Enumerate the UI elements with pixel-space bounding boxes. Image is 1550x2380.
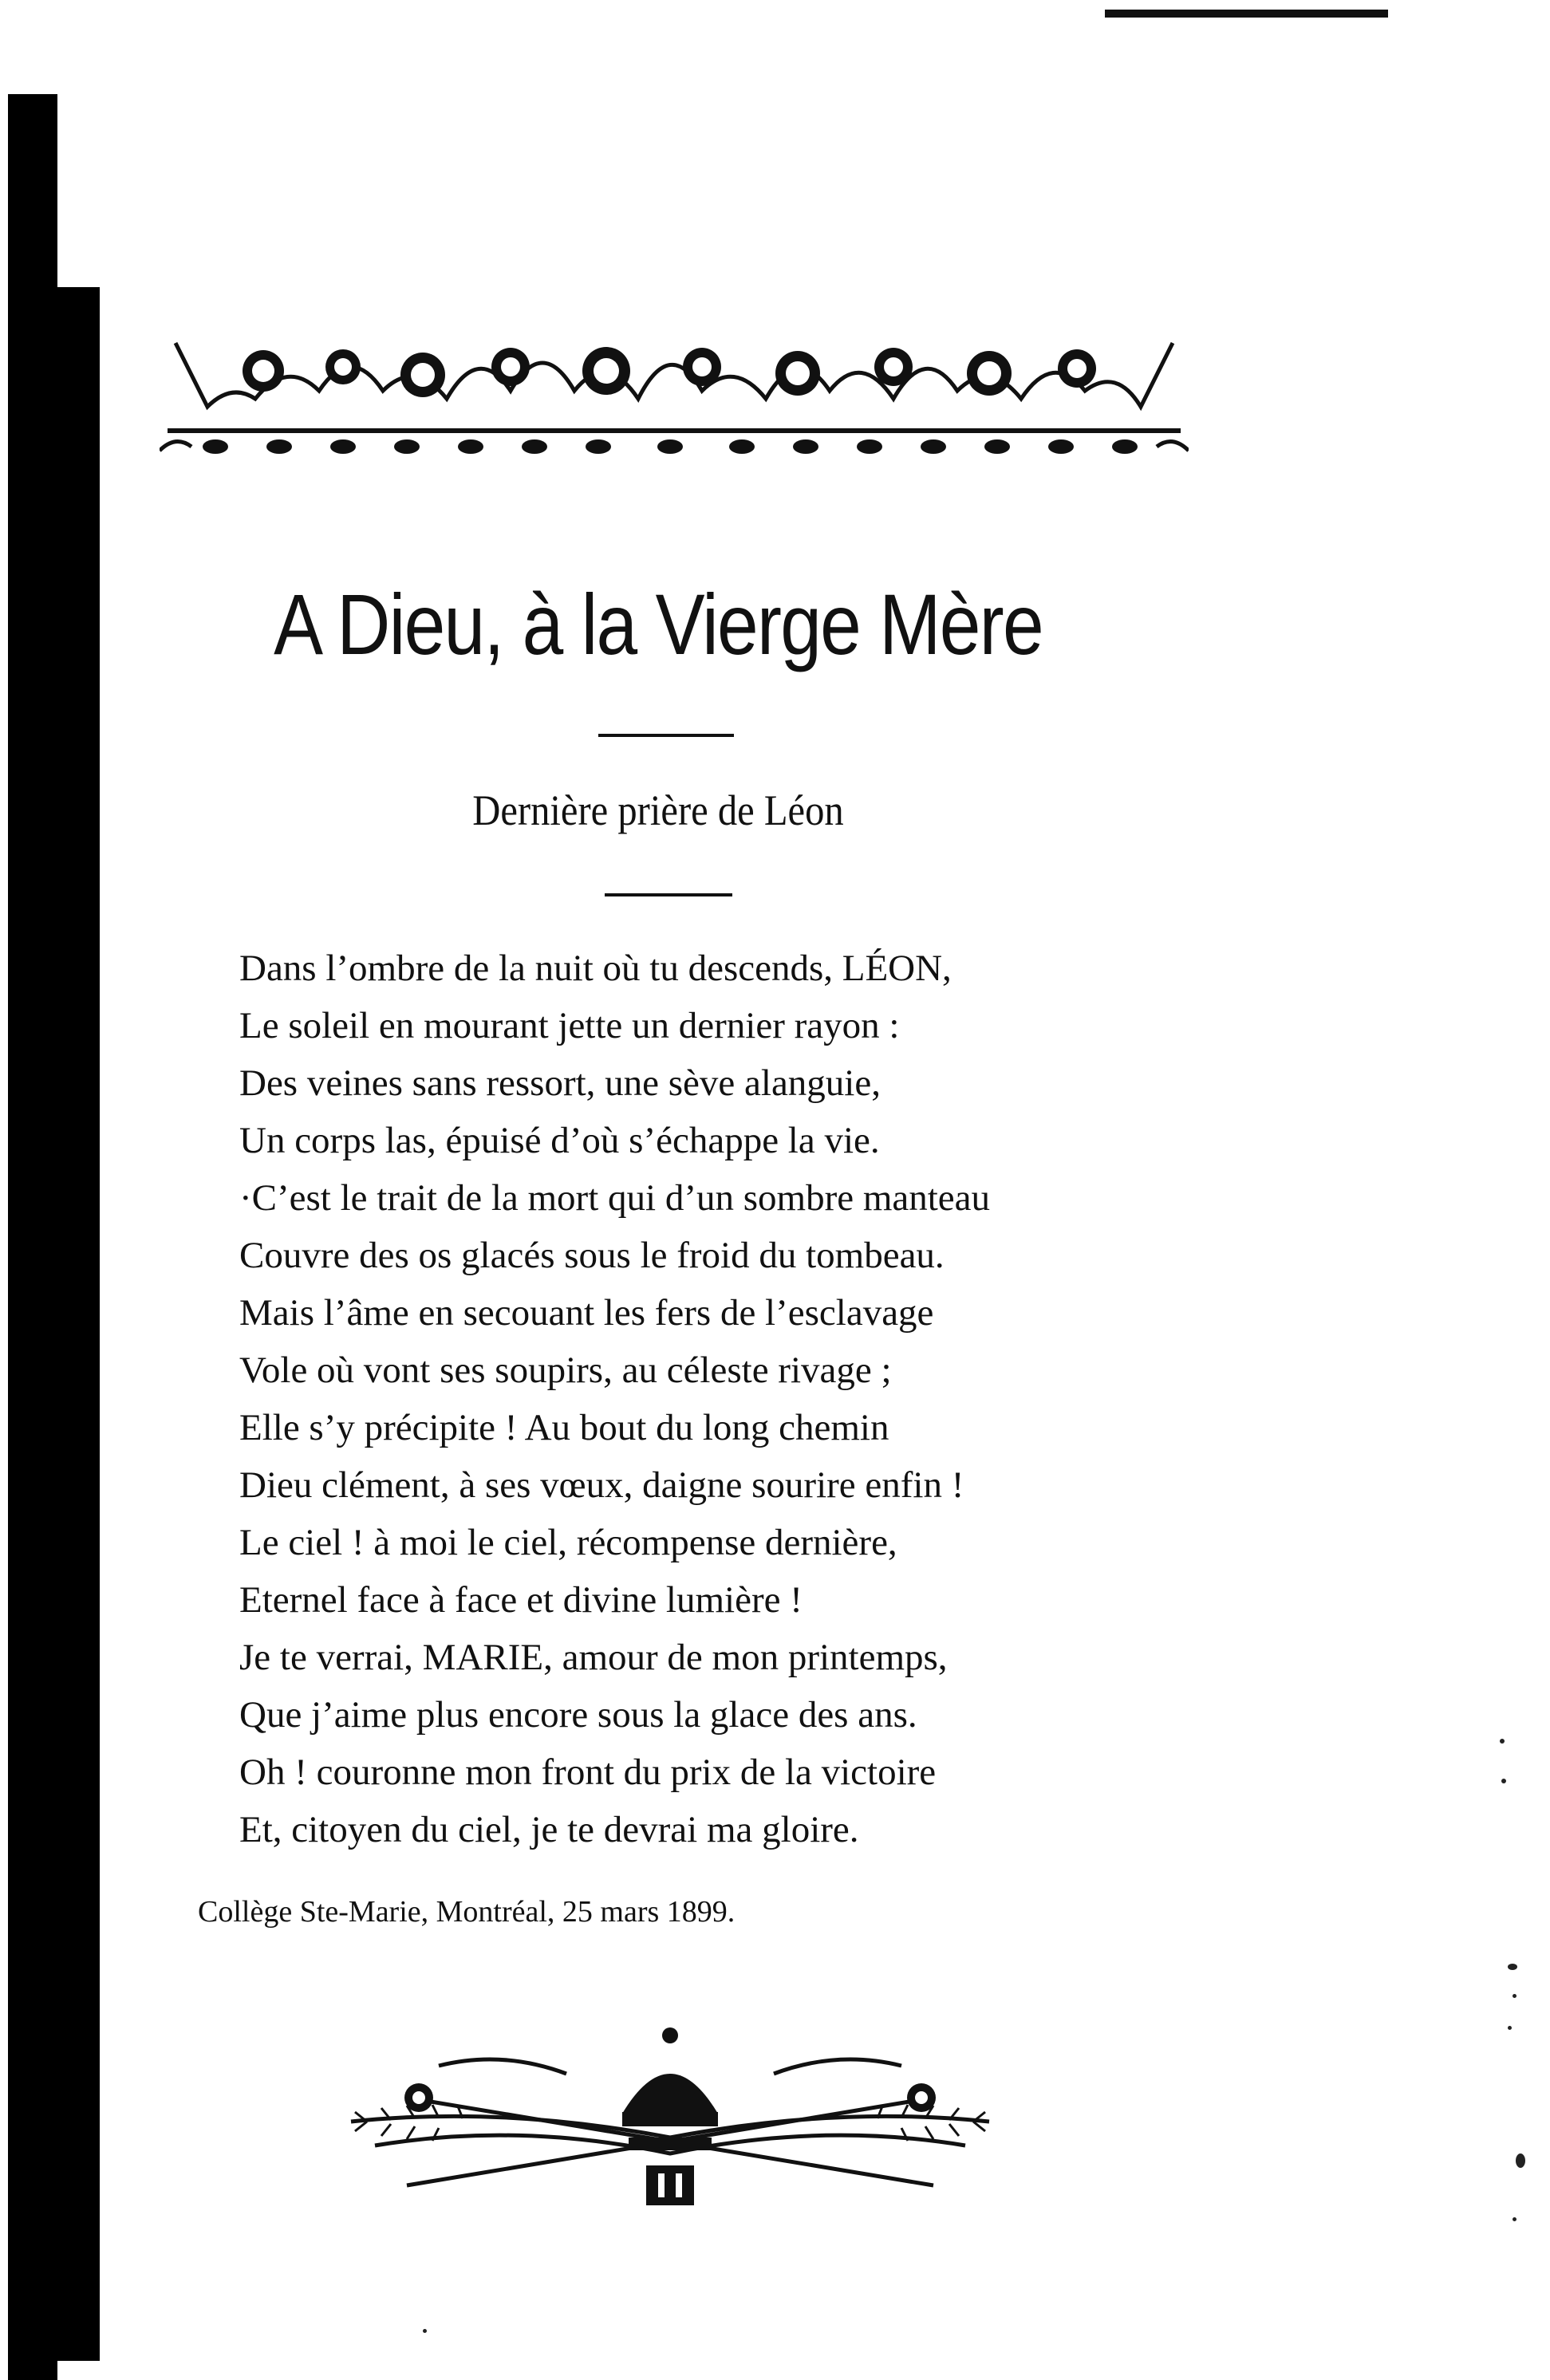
poem-line: Vole où vont ses soupirs, au céleste rivage ; [239,1350,892,1391]
subtitle-divider [605,893,732,896]
poem-line: Eternel face à face et divine lumière ! [239,1579,803,1621]
floral-scroll-ornament [160,311,1189,471]
scan-speck [1501,1779,1506,1783]
poem-line: Dans l’ombre de la nuit où tu descends, LÉON, [239,948,952,989]
title-divider [598,734,734,737]
scan-speck [1513,1994,1516,1998]
poem-line: Oh ! couronne mon front du prix de la victoire [239,1752,937,1793]
scan-speck [1500,1739,1505,1744]
poem-line: Le ciel ! à moi le ciel, récompense dernière, [239,1522,897,1563]
scan-speck [1508,1964,1517,1970]
scan-speck [423,2329,427,2333]
scan-top-rule [1105,10,1388,18]
poem-line: Couvre des os glacés sous le froid du tombeau. [239,1235,945,1276]
poem [239,940,1276,1858]
poem-line: ·C’est le trait de la mort qui d’un sombre manteau [239,1177,991,1219]
poem-line: Que j’aime plus encore sous la glace des ans. [239,1694,917,1736]
poem-line: Des veines sans ressort, une sève alanguie, [239,1062,881,1104]
page-subtitle: Dernière prière de Léon [472,786,844,834]
page-title: A Dieu, à la Vierge Mère [274,576,1043,672]
poem-line: Le soleil en mourant jette un dernier rayon : [239,1005,900,1046]
scan-binding-shadow [52,287,100,2361]
poem-line: Mais l’âme en secouant les fers de l’esclavage [239,1292,934,1334]
poem-line: Elle s’y précipite ! Au bout du long chemin [239,1407,889,1448]
scan-binding-edge [8,94,57,2380]
poem-line: Je te verrai, MARIE, amour de mon printemps, [239,1637,948,1678]
poem-line: Dieu clément, à ses vœux, daigne sourire enfin ! [239,1464,964,1506]
scan-speck [1513,2217,1516,2221]
attribution: Collège Ste-Marie, Montréal, 25 mars 1899. [198,1895,736,1929]
poem-line: Et, citoyen du ciel, je te devrai ma gloire. [239,1809,859,1850]
scan-speck [1516,2153,1525,2168]
papal-tiara-keys-ornament [343,2018,997,2209]
poem-line: Un corps las, épuisé d’où s’échappe la vie. [239,1120,880,1161]
scan-speck [1508,2026,1512,2030]
